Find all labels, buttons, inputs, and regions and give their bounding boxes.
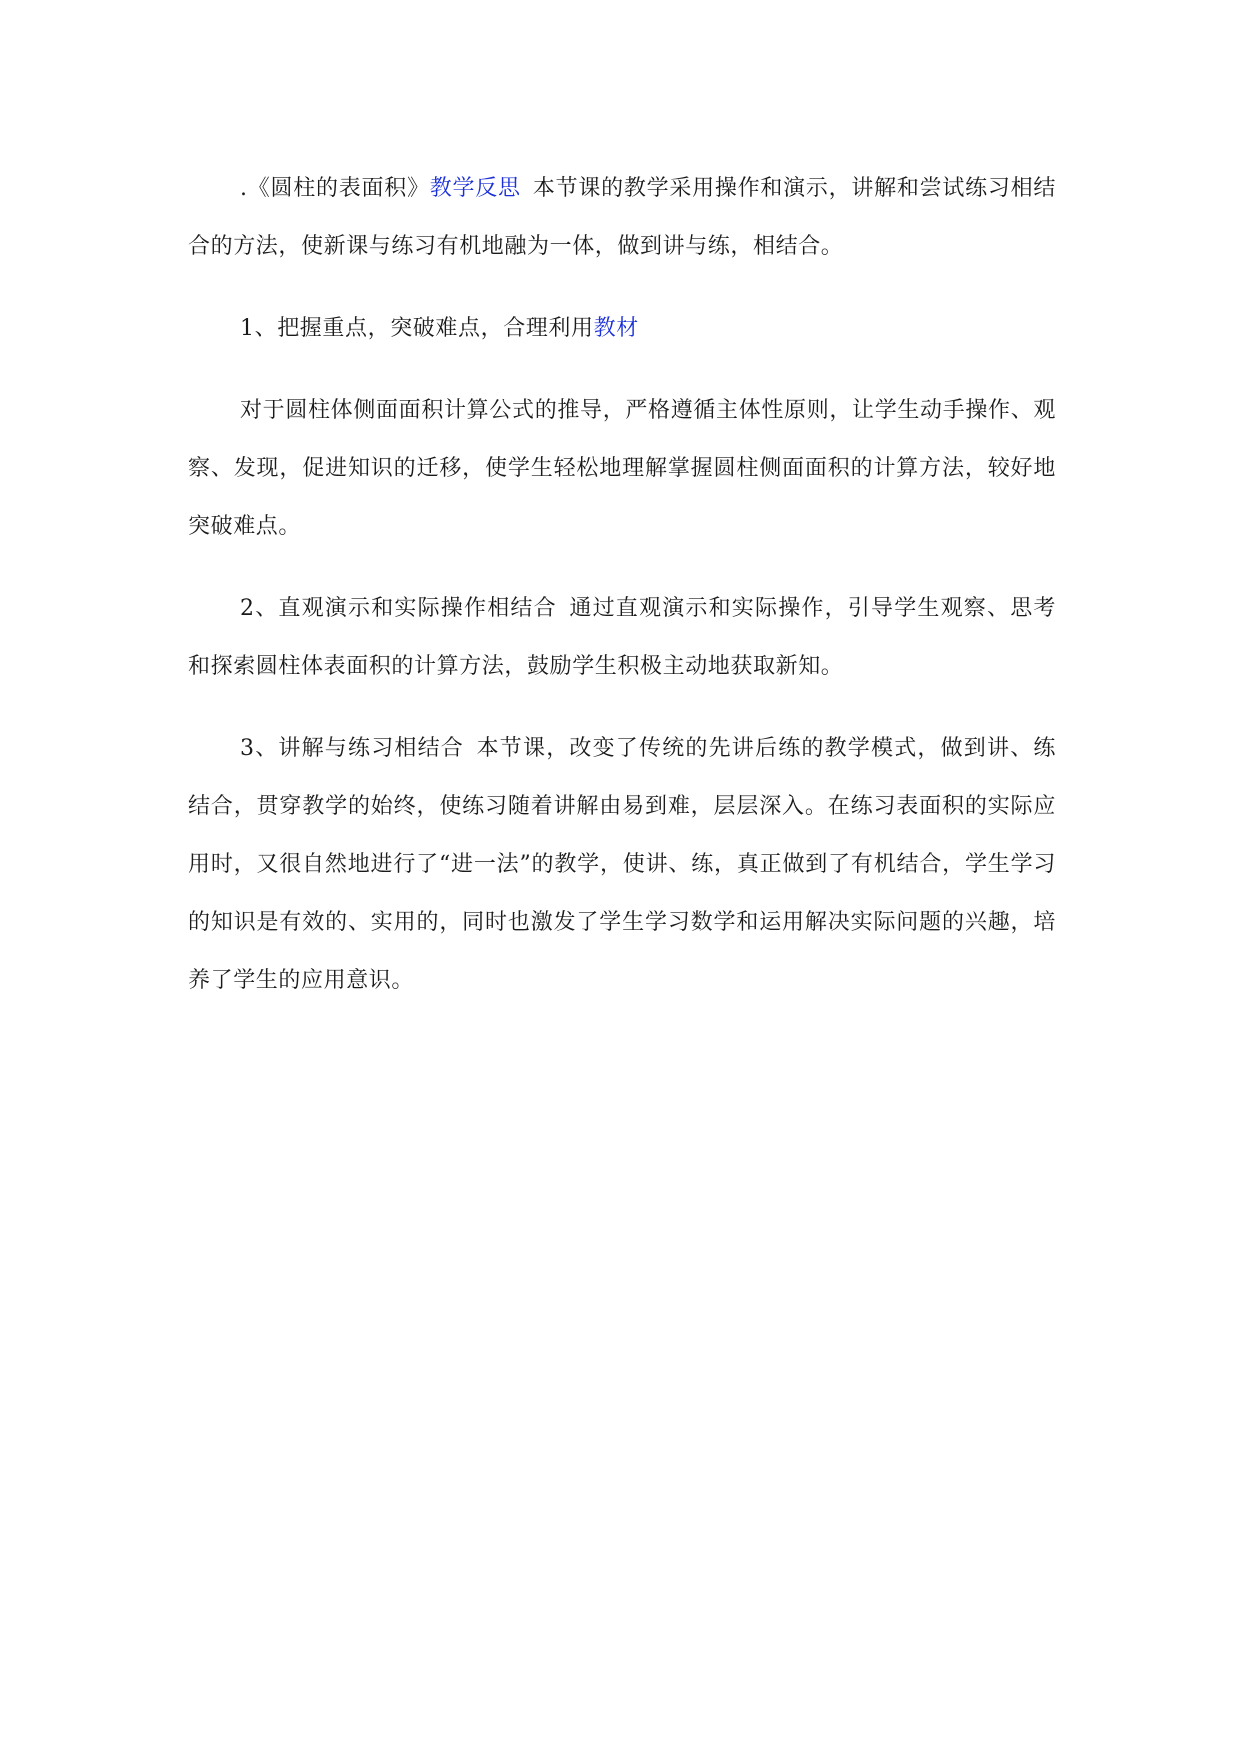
point3-heading: 3、讲解与练习相结合 (240, 736, 464, 761)
point2-text: 通过直观演示和实际操作，引导学生观察、思考和探索圆柱体表面积的计算方法，鼓励学生积极主动地获取新知。 (188, 596, 1056, 679)
intro-prefix: .《圆柱的表面积》 (240, 176, 430, 201)
document-page (188, 160, 1056, 1034)
intro-text: 本节课的教学采用操作和演示，讲解和尝试练习相结合的方法，使新课与练习有机地融为一体，做到讲与练，相结合。 (188, 176, 1056, 259)
link-teaching-reflection[interactable]: 教学反思 (429, 176, 521, 201)
link-textbook[interactable]: 教材 (593, 316, 639, 341)
intro-paragraph (188, 160, 1056, 276)
point1-body: 对于圆柱体侧面面积计算公式的推导，严格遵循主体性原则，让学生动手操作、观察、发现，促进知识的迁移，使学生轻松地理解掌握圆柱侧面面积的计算方法，较好地突破难点。 (188, 398, 1056, 539)
point3-paragraph (188, 720, 1056, 1010)
point2-heading: 2、直观演示和实际操作相结合 (240, 596, 557, 621)
point3-text: 本节课，改变了传统的先讲后练的教学模式，做到讲、练结合，贯穿教学的始终，使练习随着讲解由易到难，层层深入。在练习表面积的实际应用时，又很自然地进行了“进一法”的教学，使讲、练，真正做到了有机结合，学生学习的知识是有效的、实用的，同时也激发了学生学习数学和运用解决实际问题的兴趣，培养了学生的应用意识。 (188, 736, 1056, 993)
point2-paragraph (188, 580, 1056, 696)
point1-heading (188, 300, 1056, 358)
point1-heading-text: 1、把握重点，突破难点，合理利用 (240, 316, 594, 341)
